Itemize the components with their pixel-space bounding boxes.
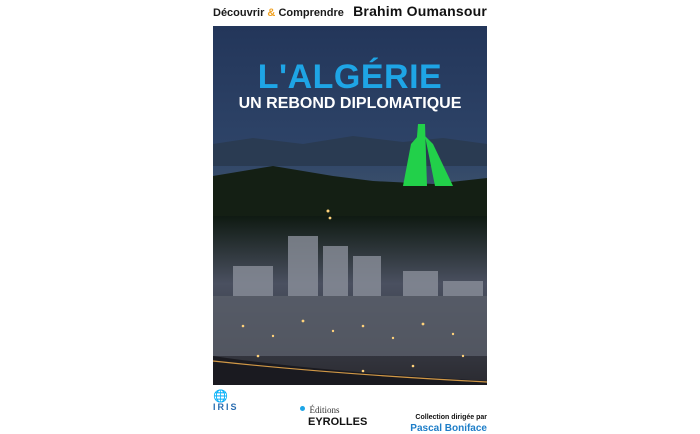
publisher-name: EYROLLES bbox=[308, 416, 368, 428]
globe-icon: 🌐 bbox=[213, 389, 228, 403]
collection-label: Collection dirigée par bbox=[415, 414, 487, 421]
series-part2: Comprendre bbox=[278, 7, 344, 19]
publisher-logo bbox=[300, 400, 367, 428]
series-name bbox=[213, 7, 344, 19]
iris-logo bbox=[213, 390, 245, 420]
series-part1: Découvrir bbox=[213, 7, 265, 19]
iris-label: IRIS bbox=[213, 402, 239, 412]
collection-credit bbox=[410, 406, 487, 434]
publisher-prefix: Éditions bbox=[309, 405, 340, 415]
book-cover bbox=[213, 26, 487, 385]
book-title: L'ALGÉRIE bbox=[257, 58, 443, 96]
series-ampersand: & bbox=[267, 7, 276, 19]
author-name: Brahim Oumansour bbox=[353, 3, 487, 19]
publisher-dot-icon bbox=[300, 406, 305, 411]
book-subtitle: UN REBOND DIPLOMATIQUE bbox=[238, 95, 462, 112]
collection-editor: Pascal Boniface bbox=[410, 423, 487, 434]
